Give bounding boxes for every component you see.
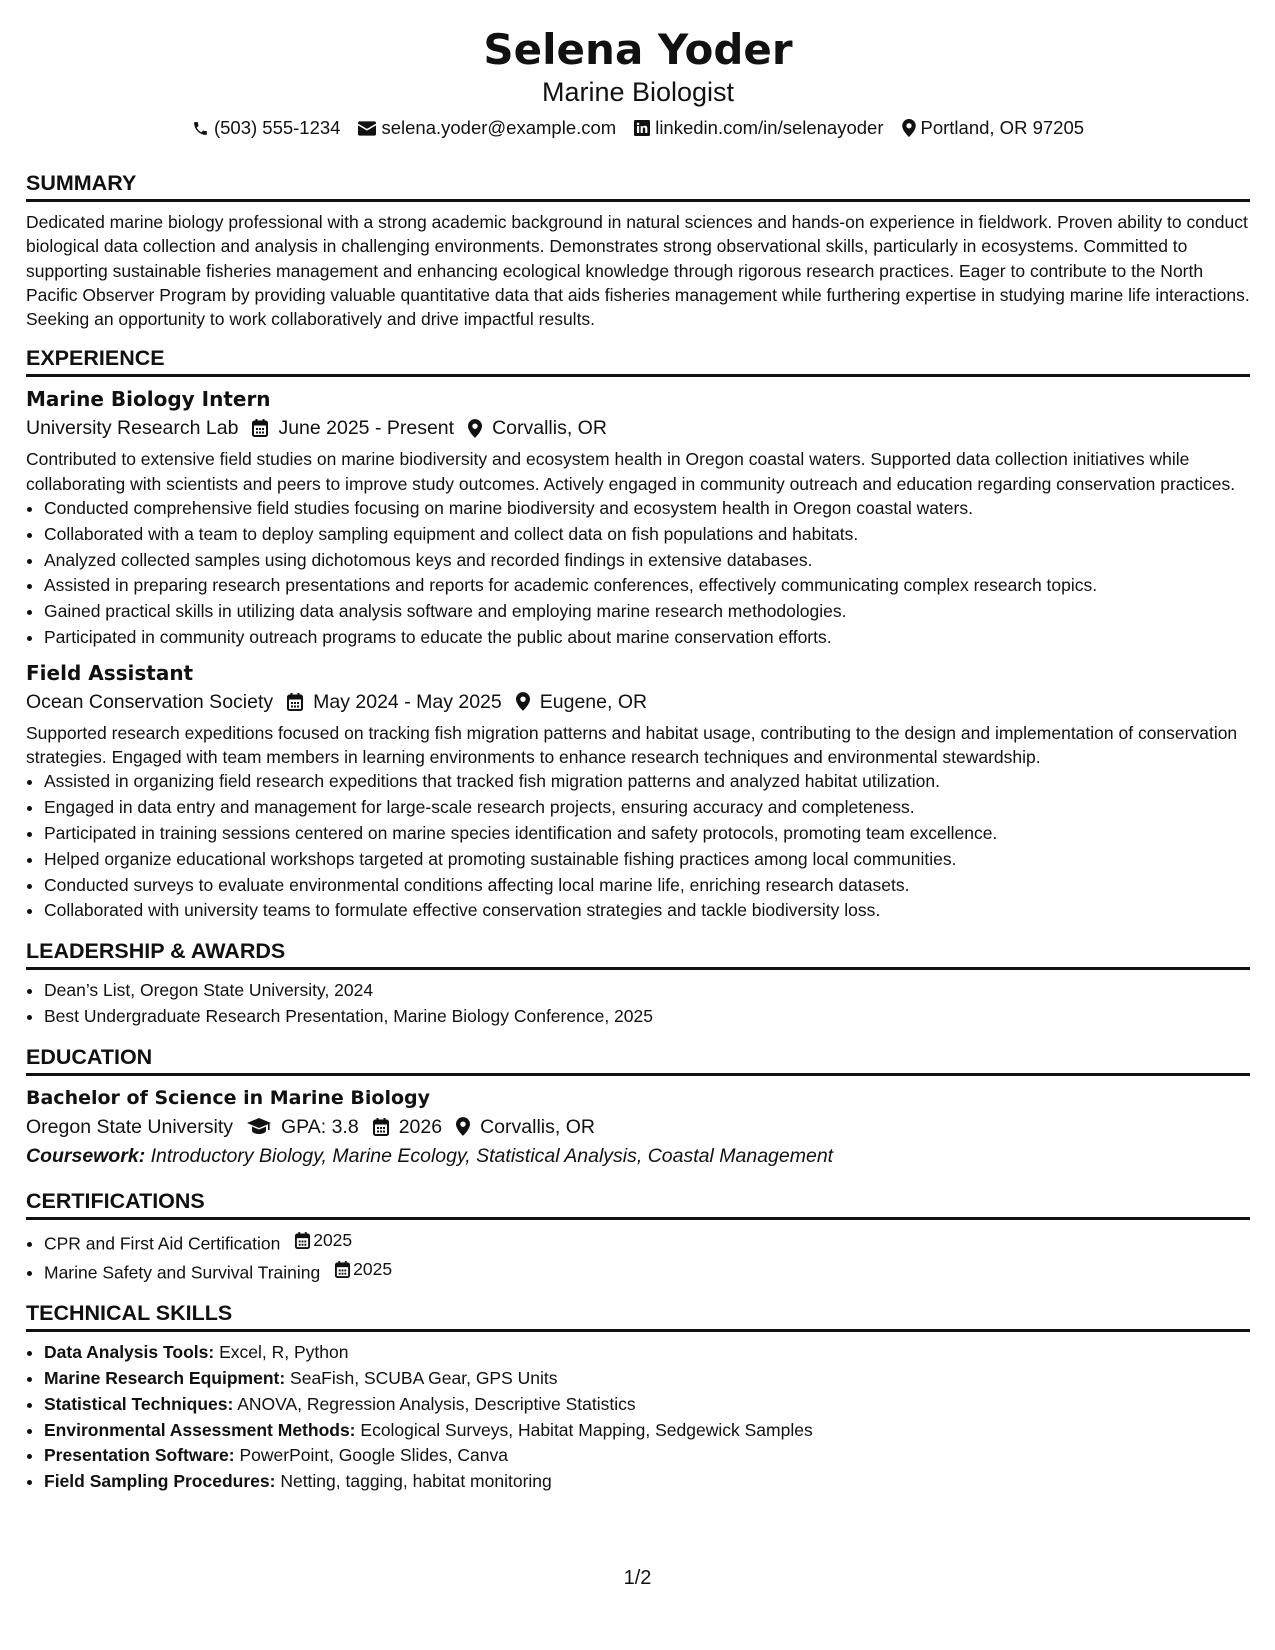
summary-heading: SUMMARY bbox=[26, 170, 1250, 202]
phone-text: (503) 555-1234 bbox=[213, 117, 341, 138]
skill-label: Presentation Software: bbox=[44, 1445, 235, 1466]
job-dates: June 2025 - Present bbox=[278, 417, 455, 440]
certification-date bbox=[295, 1228, 352, 1254]
phone-icon bbox=[192, 120, 209, 137]
skill-label: Environmental Assessment Methods: bbox=[44, 1419, 356, 1440]
list-item: • Collaborated with university teams to formulate effective conservation strategies and tackle biodiversity loss. bbox=[44, 898, 1250, 924]
list-item: • Participated in community outreach programs to educate the public about marine conservation efforts. bbox=[44, 625, 1250, 651]
awards-section bbox=[26, 938, 1250, 1030]
degree-title: Bachelor of Science in Marine Biology bbox=[26, 1086, 430, 1109]
list-item bbox=[44, 1366, 1250, 1392]
list-item: • Collaborated with a team to deploy sampling equipment and collect data on fish populations and habitats. bbox=[44, 522, 1250, 548]
awards-list bbox=[26, 978, 1250, 1030]
list-item: • Participated in training sessions centered on marine species identification and safety protocols, promoting team excellence. bbox=[44, 821, 1250, 847]
graduation-year: 2026 bbox=[398, 1115, 443, 1138]
calendar-icon bbox=[335, 1261, 350, 1278]
list-item bbox=[44, 1340, 1250, 1366]
experience-heading: EXPERIENCE bbox=[26, 345, 1250, 377]
school-name: Oregon State University bbox=[26, 1115, 234, 1138]
list-item bbox=[44, 1228, 1250, 1257]
list-item: • Conducted comprehensive field studies focusing on marine biodiversity and ecosystem health in Oregon coastal waters. bbox=[44, 496, 1250, 522]
map-pin-icon bbox=[468, 419, 482, 438]
certification-year: 2025 bbox=[353, 1259, 393, 1280]
job-organization: University Research Lab bbox=[26, 417, 239, 440]
job-position: Field Assistant bbox=[26, 660, 194, 685]
skill-value: SeaFish, SCUBA Gear, GPS Units bbox=[290, 1368, 558, 1388]
resume-page bbox=[26, 0, 1250, 1495]
job-entry bbox=[26, 659, 1250, 924]
job-meta bbox=[26, 413, 1250, 443]
certification-name: CPR and First Aid Certification bbox=[44, 1233, 281, 1254]
skills-heading: TECHNICAL SKILLS bbox=[26, 1300, 1250, 1332]
job-entry bbox=[26, 385, 1250, 650]
contact-phone[interactable] bbox=[192, 116, 341, 140]
job-organization: Ocean Conservation Society bbox=[26, 690, 274, 713]
coursework-line bbox=[26, 1142, 1250, 1170]
list-item bbox=[44, 1418, 1250, 1444]
awards-heading: LEADERSHIP & AWARDS bbox=[26, 938, 1250, 970]
list-item: • Gained practical skills in utilizing data analysis software and employing marine research methodologies. bbox=[44, 599, 1250, 625]
education-meta bbox=[26, 1112, 1250, 1142]
map-pin-icon bbox=[516, 692, 530, 711]
skill-value: Netting, tagging, habitat monitoring bbox=[280, 1471, 552, 1492]
list-item: • Engaged in data entry and management for large-scale research projects, ensuring accuracy and completeness. bbox=[44, 795, 1250, 821]
calendar-icon bbox=[295, 1232, 310, 1249]
list-item bbox=[44, 1443, 1250, 1469]
linkedin-text: linkedin.com/in/selenayoder bbox=[655, 117, 884, 138]
list-item: • Analyzed collected samples using dichotomous keys and recorded findings in extensive databases. bbox=[44, 548, 1250, 574]
job-meta bbox=[26, 687, 1250, 717]
job-location: Corvallis, OR bbox=[492, 417, 607, 440]
map-pin-icon bbox=[456, 1117, 470, 1136]
skill-value: ANOVA, Regression Analysis, Descriptive Statistics bbox=[237, 1393, 636, 1414]
summary-text: Dedicated marine biology professional with a strong academic background in natural sciences and hands-on experience in fieldwork. Proven ability to conduct biological data collection and analysis in challenging environments. Demonstrates strong observational skills, particularly in ecosystems. Committed to supporting sustainable fisheries management and enhancing ecological knowledge through rigorous research practices. Eager to contribute to the North Pacific Observer Program by providing valuable quantitative data that aids fisheries management while furthering expertise in studying marine life interactions. Seeking an opportunity to work collaboratively and drive impactful results. bbox=[26, 212, 1250, 330]
contact-location bbox=[902, 116, 1085, 140]
education-section bbox=[26, 1044, 1250, 1170]
skill-value: Ecological Surveys, Habitat Mapping, Sedgewick Samples bbox=[360, 1419, 813, 1440]
school-location: Corvallis, OR bbox=[480, 1115, 595, 1138]
skills-list bbox=[26, 1340, 1250, 1495]
job-location: Eugene, OR bbox=[539, 690, 648, 713]
contact-email[interactable] bbox=[358, 116, 616, 140]
list-item: • Best Undergraduate Research Presentation, Marine Biology Conference, 2025 bbox=[44, 1004, 1250, 1030]
linkedin-icon bbox=[634, 120, 650, 136]
skill-value: Excel, R, Python bbox=[219, 1342, 349, 1363]
list-item: • Assisted in organizing field research expeditions that tracked fish migration patterns and analyzed habitat utilization. bbox=[44, 769, 1250, 795]
certifications-section bbox=[26, 1188, 1250, 1286]
summary-section bbox=[26, 170, 1250, 331]
gpa-text: GPA: 3.8 bbox=[281, 1115, 359, 1138]
coursework-list: Introductory Biology, Marine Ecology, Statistical Analysis, Coastal Management bbox=[150, 1144, 834, 1167]
skill-value: PowerPoint, Google Slides, Canva bbox=[239, 1445, 508, 1466]
contact-linkedin[interactable] bbox=[634, 116, 883, 140]
calendar-icon bbox=[287, 693, 303, 711]
calendar-icon bbox=[373, 1118, 389, 1136]
map-pin-icon bbox=[902, 119, 916, 137]
certifications-list bbox=[26, 1228, 1250, 1286]
list-item bbox=[44, 1392, 1250, 1418]
location-text: Portland, OR 97205 bbox=[920, 117, 1085, 138]
certifications-heading: CERTIFICATIONS bbox=[26, 1188, 1250, 1220]
envelope-icon bbox=[358, 121, 376, 136]
calendar-icon bbox=[252, 419, 268, 437]
list-item: • Dean’s List, Oregon State University, 2024 bbox=[44, 978, 1250, 1004]
list-item: • Assisted in preparing research presentations and reports for academic conferences, effectively communicating complex research topics. bbox=[44, 573, 1250, 599]
job-title-headline: Marine Biologist bbox=[541, 77, 735, 107]
coursework-label: Coursework: bbox=[26, 1144, 146, 1167]
certification-name: Marine Safety and Survival Training bbox=[44, 1262, 321, 1283]
list-item bbox=[44, 1257, 1250, 1286]
job-position: Marine Biology Intern bbox=[26, 387, 271, 412]
candidate-name: Selena Yoder bbox=[483, 25, 793, 74]
list-item bbox=[44, 1469, 1250, 1495]
skills-section bbox=[26, 1300, 1250, 1495]
job-bullets bbox=[26, 496, 1250, 651]
job-bullets bbox=[26, 769, 1250, 924]
list-item: • Helped organize educational workshops targeted at promoting sustainable fishing practices among local communities. bbox=[44, 847, 1250, 873]
certification-date bbox=[335, 1257, 392, 1283]
list-item: • Conducted surveys to evaluate environmental conditions affecting local marine life, enriching research datasets. bbox=[44, 873, 1250, 899]
page-number: 1/2 bbox=[623, 1567, 652, 1589]
contact-bar bbox=[26, 116, 1250, 140]
skill-label: Data Analysis Tools: bbox=[44, 1342, 215, 1363]
email-text: selena.yoder@example.com bbox=[381, 117, 617, 138]
skill-label: Marine Research Equipment: bbox=[44, 1368, 286, 1388]
job-dates: May 2024 - May 2025 bbox=[313, 690, 502, 713]
education-heading: EDUCATION bbox=[26, 1044, 1250, 1076]
skill-label: Field Sampling Procedures: bbox=[44, 1471, 276, 1492]
graduation-cap-icon bbox=[247, 1118, 271, 1135]
experience-section bbox=[26, 345, 1250, 924]
certification-year: 2025 bbox=[313, 1229, 353, 1250]
job-description: Contributed to extensive field studies on marine biodiversity and ecosystem health in Oregon coastal waters. Supported data collection initiatives while collaborating with scientists and peers to improve study outcomes. Actively engaged in community outreach and education regarding conservation practices. bbox=[26, 449, 1236, 494]
skill-label: Statistical Techniques: bbox=[44, 1393, 234, 1414]
job-description: Supported research expeditions focused on tracking fish migration patterns and habitat usage, contributing to the design and implementation of conservation strategies. Engaged with team members in learning environments to enhance research techniques and environmental stewardship. bbox=[26, 722, 1238, 768]
